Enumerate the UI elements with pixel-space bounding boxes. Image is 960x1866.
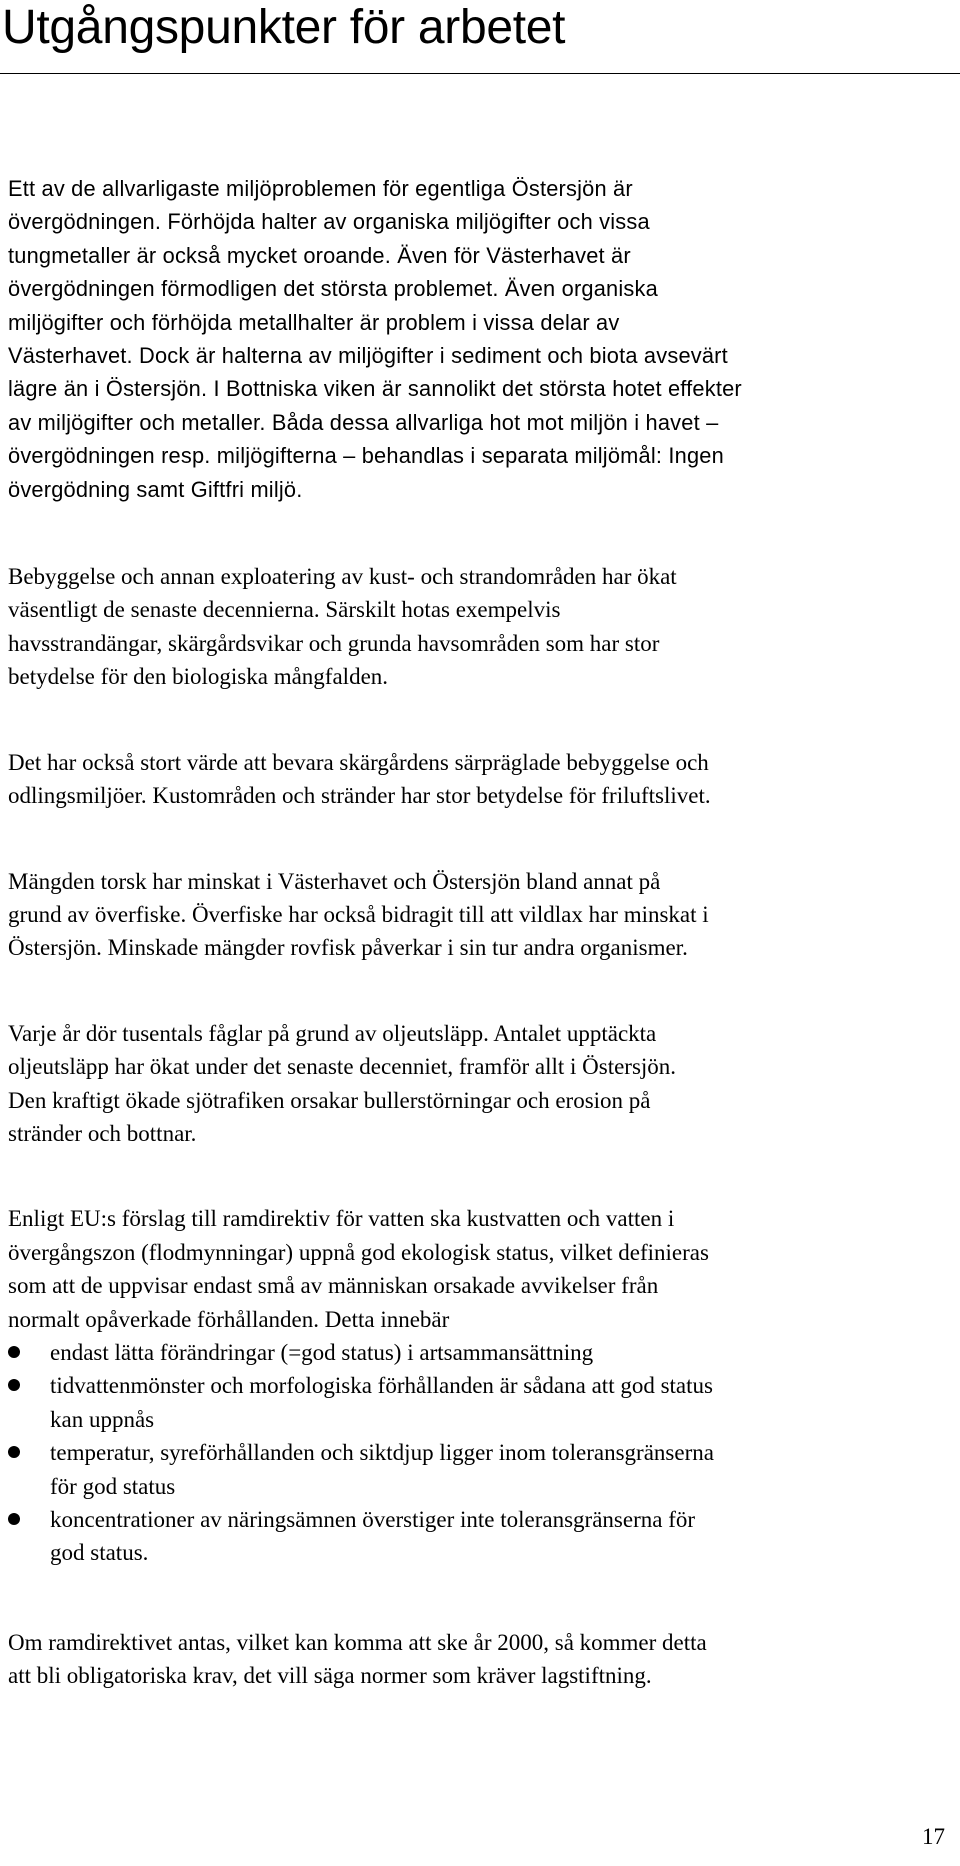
bullet-icon <box>8 1379 20 1391</box>
bullet-icon <box>8 1446 20 1458</box>
text-line: övergödningen förmodligen det största problemet. Även organiska <box>8 276 658 302</box>
text-line: Varje år dör tusentals fåglar på grund av oljeutsläpp. Antalet upptäckta <box>8 1020 657 1046</box>
text-line: betydelse för den biologiska mångfalden. <box>8 664 389 690</box>
page-number: 17 <box>922 1824 945 1849</box>
bullet-text: endast lätta förändringar (=god status) i artsammansättning <box>50 1339 594 1365</box>
bullet-item <box>8 1436 956 1503</box>
text-line: övergångszon (flodmynningar) uppnå god ekologisk status, vilket definieras <box>8 1239 709 1265</box>
paragraph-coastal-exploitation <box>8 560 956 694</box>
text-line: stränder och bottnar. <box>8 1120 197 1146</box>
bullet-icon <box>8 1513 20 1525</box>
bullet-text: koncentrationer av näringsämnen överstiger inte toleransgränserna för <box>50 1507 696 1532</box>
text-line: Enligt EU:s förslag till ramdirektiv för vatten ska kustvatten och vatten i <box>8 1206 675 1232</box>
bullet-text: tidvattenmönster och morfologiska förhållanden är sådana att god status <box>50 1373 713 1399</box>
paragraph-marine-pollution <box>8 172 956 506</box>
text-line: som att de uppvisar endast små av människan orsakade avvikelser från <box>8 1273 659 1299</box>
bullet-text: för god status <box>50 1473 176 1499</box>
text-line: tungmetaller är också mycket oroande. Även för Västerhavet är <box>8 242 631 268</box>
bullet-list-good-status-criteria <box>8 1336 956 1570</box>
bullet-item <box>8 1503 956 1570</box>
bullet-item <box>8 1369 956 1436</box>
paragraph-oil-spills <box>8 1017 956 1151</box>
text-line: Ett av de allvarligaste miljöproblemen för egentliga Östersjön är <box>8 176 633 201</box>
text-line: övergödningen resp. miljögifterna – behandlas i separata miljömål: Ingen <box>8 443 724 469</box>
text-line: odlingsmiljöer. Kustområden och stränder har stor betydelse för friluftslivet. <box>8 783 711 809</box>
paragraph-archipelago-value <box>8 746 956 813</box>
text-line: övergödningen. Förhöjda halter av organiska miljögifter och vissa <box>8 209 650 235</box>
text-line: Den kraftigt ökade sjötrafiken orsakar bullerstörningar och erosion på <box>8 1087 651 1113</box>
text-line: Om ramdirektivet antas, vilket kan komma att ske år 2000, så kommer detta <box>8 1629 707 1655</box>
text-line: grund av överfiske. Överfiske har också bidragit till att vildlax har minskat i <box>8 901 709 927</box>
page-title: Utgångspunkter för arbetet <box>2 1 566 54</box>
paragraph-directive-adoption <box>8 1626 956 1693</box>
text-line: Västerhavet. Dock är halterna av miljögifter i sediment och biota avsevärt <box>8 343 728 369</box>
text-line: Bebyggelse och annan exploatering av kust- och strandområden har ökat <box>8 564 677 590</box>
paragraph-fish-stocks <box>8 865 956 965</box>
paragraph-eu-water-directive <box>8 1202 956 1336</box>
text-line: Mängden torsk har minskat i Västerhavet och Östersjön bland annat på <box>8 868 661 894</box>
text-line: Det har också stort värde att bevara skärgårdens särpräglade bebyggelse och <box>8 749 709 775</box>
bullet-text: god status. <box>50 1540 149 1566</box>
document-body <box>8 172 956 1693</box>
text-line: av miljögifter och metaller. Båda dessa allvarliga hot mot miljön i havet – <box>8 409 719 435</box>
bullet-item <box>8 1336 956 1369</box>
text-line: övergödning samt Giftfri miljö. <box>8 476 303 502</box>
text-line: normalt opåverkade förhållanden. Detta innebär <box>8 1306 450 1332</box>
text-line: väsentligt de senaste decennierna. Särskilt hotas exempelvis <box>8 597 561 623</box>
bullet-icon <box>8 1346 20 1358</box>
bullet-text: kan uppnås <box>50 1406 155 1432</box>
text-line: lägre än i Östersjön. I Bottniska viken är sannolikt det största hotet effekter <box>8 376 742 402</box>
text-line: havsstrandängar, skärgårdsvikar och grunda havsområden som har stor <box>8 630 660 656</box>
bullet-text: temperatur, syreförhållanden och siktdjup ligger inom toleransgränserna <box>50 1440 714 1466</box>
text-line: oljeutsläpp har ökat under det senaste decenniet, framför allt i Östersjön. <box>8 1054 677 1080</box>
title-divider <box>0 73 960 74</box>
text-line: miljögifter och förhöjda metallhalter är problem i vissa delar av <box>8 309 620 335</box>
text-line: att bli obligatoriska krav, det vill säga normer som kräver lagstiftning. <box>8 1663 652 1689</box>
text-line: Östersjön. Minskade mängder rovfisk påverkar i sin tur andra organismer. <box>8 935 688 961</box>
